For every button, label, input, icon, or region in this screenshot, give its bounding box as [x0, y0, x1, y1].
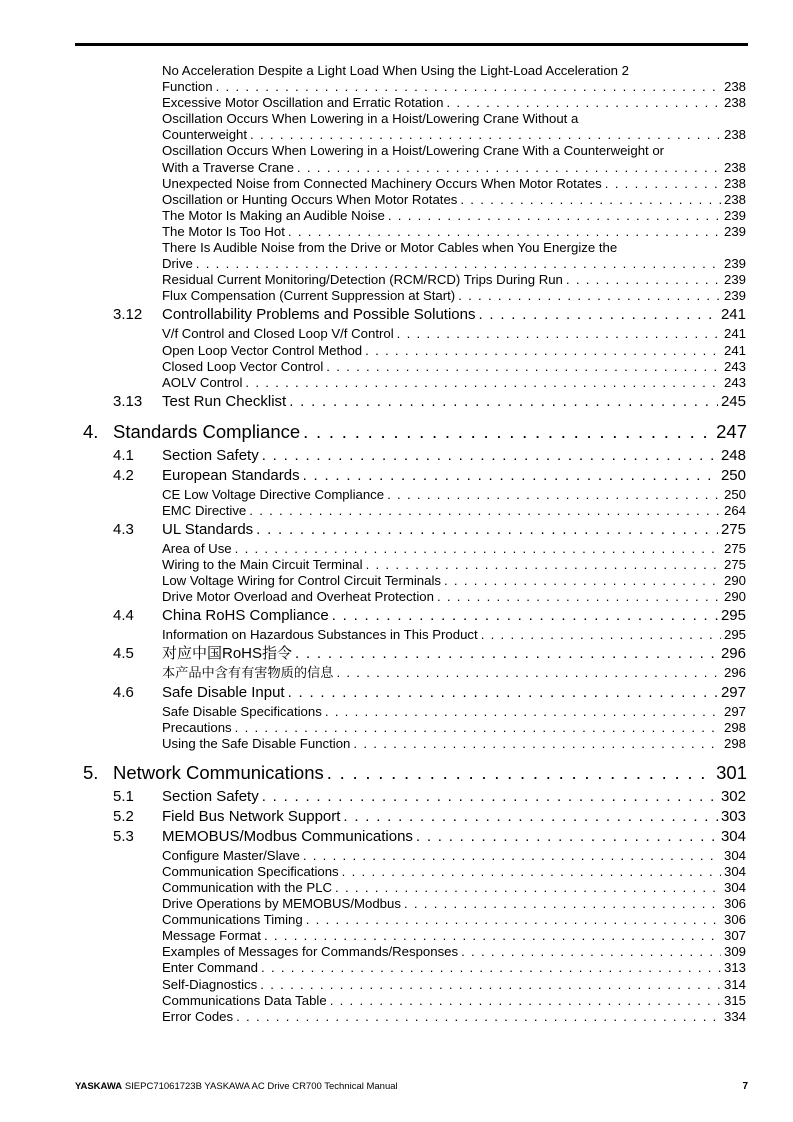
toc-subsection[interactable]	[162, 912, 746, 928]
toc-page-number: 238	[723, 127, 746, 143]
toc-title: Open Loop Vector Control Method	[162, 342, 363, 358]
footer-page-number: 7	[742, 1081, 748, 1092]
toc-page-number: 238	[723, 95, 746, 111]
toc-title: Examples of Messages for Commands/Responses	[162, 944, 459, 960]
dot-leader	[196, 256, 721, 272]
dot-leader	[264, 928, 721, 944]
toc-page-number: 241	[723, 326, 746, 342]
toc-page-number: 275	[720, 520, 746, 538]
toc-page-number: 250	[723, 486, 746, 502]
toc-title: Safe Disable Input	[162, 683, 285, 701]
toc-title-continuation: Function	[162, 79, 213, 95]
toc-title: Precautions	[162, 719, 232, 735]
toc-subsection[interactable]	[162, 557, 746, 573]
dot-leader	[446, 95, 721, 111]
dot-leader	[297, 160, 721, 176]
dot-leader	[249, 503, 721, 519]
dot-leader	[437, 589, 721, 605]
toc-title: Drive Motor Overload and Overheat Protection	[162, 589, 434, 605]
toc-subsection[interactable]	[162, 343, 746, 359]
toc-page-number: 275	[723, 557, 746, 573]
toc-page-number: 313	[723, 960, 746, 976]
toc-page-number: 290	[723, 589, 746, 605]
toc-number: 5.3	[113, 827, 134, 845]
toc-number: 4.6	[113, 683, 134, 701]
toc-title: V/f Control and Closed Loop V/f Control	[162, 326, 394, 342]
toc-title: CE Low Voltage Directive Compliance	[162, 486, 385, 502]
dot-leader	[335, 880, 721, 896]
toc-title: Configure Master/Slave	[162, 847, 300, 863]
toc-title: No Acceleration Despite a Light Load When Using the Light-Load Acceleration 2	[162, 63, 629, 78]
toc-title: Test Run Checklist	[162, 392, 287, 410]
dot-leader	[366, 557, 721, 573]
dot-leader	[605, 176, 721, 192]
toc-title: Closed Loop Vector Control	[162, 358, 324, 374]
toc-title: The Motor Is Too Hot	[162, 223, 285, 239]
toc-title-continuation: With a Traverse Crane	[162, 159, 294, 175]
toc-page-number: 298	[723, 735, 746, 751]
toc-page-number: 307	[723, 928, 746, 944]
dot-leader	[332, 607, 718, 625]
toc-title: Standards Compliance	[113, 420, 301, 442]
dot-leader	[479, 306, 718, 324]
toc-title: Controllability Problems and Possible Solutions	[162, 306, 476, 324]
dot-leader	[458, 288, 721, 304]
toc-page-number: 238	[723, 159, 746, 175]
toc-page-number: 297	[723, 703, 746, 719]
dot-leader	[288, 224, 721, 240]
toc-number: 4.5	[113, 645, 134, 663]
toc-page-number: 309	[723, 944, 746, 960]
toc-subsection[interactable]	[162, 896, 746, 912]
toc-number: 4.	[83, 420, 99, 442]
toc-title: Area of Use	[162, 540, 232, 556]
toc-subsection[interactable]	[162, 880, 746, 896]
toc-subsection[interactable]	[162, 589, 746, 605]
toc-page-number: 304	[723, 880, 746, 895]
toc-section[interactable]	[0, 447, 793, 465]
dot-leader	[444, 573, 721, 589]
dot-leader	[260, 977, 721, 993]
dot-leader	[353, 736, 721, 752]
dot-leader	[261, 960, 721, 976]
toc-title: There Is Audible Noise from the Drive or Motor Cables when You Energize the	[162, 240, 618, 256]
toc-chapter[interactable]	[0, 421, 793, 443]
dot-leader	[326, 359, 721, 375]
dot-leader	[236, 1009, 721, 1025]
toc-title: UL Standards	[162, 520, 254, 538]
toc-title: Low Voltage Wiring for Control Circuit Terminals	[162, 573, 441, 589]
page-footer	[75, 1081, 748, 1092]
dot-leader	[566, 272, 721, 288]
toc-title: Error Codes	[162, 1008, 234, 1024]
toc-subsection[interactable]	[162, 192, 746, 208]
toc-page-number: 296	[723, 665, 746, 681]
toc-page-number: 298	[723, 719, 746, 735]
dot-leader	[416, 828, 718, 846]
footer-brand: YASKAWA	[75, 1081, 123, 1092]
toc-section[interactable]	[0, 521, 793, 539]
toc-page-number: 238	[723, 175, 746, 191]
dot-leader	[256, 521, 718, 539]
toc-subsection[interactable]	[162, 111, 746, 143]
toc-title: China RoHS Compliance	[162, 607, 329, 625]
toc-section[interactable]	[0, 684, 793, 702]
toc-title: Information on Hazardous Substances in This Product	[162, 627, 478, 643]
dot-leader	[235, 720, 721, 736]
toc-page-number: 245	[720, 392, 746, 410]
toc-page-number: 238	[723, 79, 746, 95]
toc-title: Communications Timing	[162, 912, 303, 928]
toc-page-number: 250	[720, 466, 746, 484]
toc-title: Communication Specifications	[162, 863, 339, 879]
toc-title: Safe Disable Specifications	[162, 703, 322, 719]
toc-page-number: 239	[723, 272, 746, 288]
toc-subsection[interactable]	[162, 977, 746, 993]
toc-subsection[interactable]	[162, 720, 746, 736]
toc-page-number: 304	[723, 863, 746, 879]
header-rule	[75, 43, 748, 46]
toc-number: 4.3	[113, 520, 134, 538]
dot-leader	[289, 393, 718, 411]
toc-page-number: 241	[723, 342, 746, 358]
toc-title: Self-Diagnostics	[162, 976, 258, 992]
toc-subsection[interactable]	[162, 176, 746, 192]
toc-title: Using the Safe Disable Function	[162, 735, 351, 751]
toc-page-number: 243	[723, 374, 746, 390]
toc-title: EMC Directive	[162, 502, 247, 518]
dot-leader	[303, 421, 713, 443]
toc-page-number: 239	[723, 256, 746, 272]
toc-number: 5.	[83, 761, 99, 783]
toc-title: Oscillation Occurs When Lowering in a Hoist/Lowering Crane With a Counterweight or	[162, 143, 665, 159]
dot-leader	[365, 343, 721, 359]
toc-page-number: 239	[723, 207, 746, 223]
toc-page-number: 290	[723, 573, 746, 589]
toc-title: AOLV Control	[162, 374, 243, 390]
toc-page-number: 304	[723, 847, 746, 863]
toc-title: Excessive Motor Oscillation and Erratic Rotation	[162, 95, 444, 111]
dot-leader	[262, 788, 718, 806]
footer-text: SIEPC71061723B YASKAWA AC Drive CR700 Technical Manual	[124, 1081, 398, 1092]
toc-page-number: 297	[720, 683, 746, 701]
toc-chapter[interactable]	[0, 762, 793, 784]
toc-page-number: 238	[723, 191, 746, 207]
toc-page-number: 304	[720, 827, 746, 845]
dot-leader	[235, 541, 721, 557]
toc-page-number: 315	[723, 992, 746, 1008]
toc-section[interactable]	[0, 393, 793, 411]
toc-number: 5.2	[113, 807, 134, 825]
dot-leader	[343, 808, 718, 826]
toc-title: Field Bus Network Support	[162, 807, 341, 825]
dot-leader	[387, 487, 721, 503]
toc-subsection[interactable]	[162, 503, 746, 519]
toc-subsection[interactable]	[162, 375, 746, 391]
table-of-contents	[0, 63, 793, 1025]
toc-section[interactable]	[0, 467, 793, 485]
toc-page-number: 306	[723, 912, 746, 928]
toc-page-number: 248	[720, 446, 746, 464]
toc-subsection[interactable]	[162, 573, 746, 589]
toc-section[interactable]	[0, 788, 793, 806]
toc-subsection[interactable]	[162, 326, 746, 342]
dot-leader	[397, 326, 721, 342]
toc-page-number: 334	[723, 1008, 746, 1024]
toc-subsection[interactable]	[162, 541, 746, 557]
dot-leader	[460, 192, 721, 208]
toc-title: Communication with the PLC	[162, 880, 333, 895]
dot-leader	[342, 864, 721, 880]
dot-leader	[303, 467, 718, 485]
toc-page-number: 243	[723, 358, 746, 374]
dot-leader	[250, 127, 721, 143]
toc-subsection[interactable]	[162, 359, 746, 375]
dot-leader	[388, 208, 721, 224]
dot-leader	[336, 665, 721, 681]
toc-subsection[interactable]	[162, 272, 746, 288]
toc-subsection[interactable]	[162, 63, 746, 95]
toc-title: MEMOBUS/Modbus Communications	[162, 827, 413, 845]
toc-page-number: 275	[723, 540, 746, 556]
toc-subsection[interactable]	[162, 95, 746, 111]
toc-number: 4.4	[113, 607, 134, 625]
toc-title: Network Communications	[113, 761, 324, 783]
toc-page-number: 302	[720, 787, 746, 805]
toc-number: 5.1	[113, 787, 134, 805]
dot-leader	[295, 645, 718, 663]
dot-leader	[404, 896, 721, 912]
toc-subsection[interactable]	[162, 288, 746, 304]
dot-leader	[327, 762, 713, 784]
toc-subsection[interactable]	[162, 928, 746, 944]
dot-leader	[216, 79, 721, 95]
toc-number: 4.1	[113, 446, 134, 464]
toc-title: The Motor Is Making an Audible Noise	[162, 207, 385, 223]
toc-page-number: 239	[723, 223, 746, 239]
toc-page-number: 241	[720, 306, 746, 324]
toc-subsection[interactable]	[162, 487, 746, 503]
dot-leader	[330, 993, 721, 1009]
toc-title: Drive Operations by MEMOBUS/Modbus	[162, 896, 401, 912]
toc-subsection[interactable]	[162, 143, 746, 175]
toc-number: 4.2	[113, 466, 134, 484]
toc-subsection[interactable]	[162, 704, 746, 720]
toc-subsection[interactable]	[162, 944, 746, 960]
toc-subsection[interactable]	[162, 960, 746, 976]
toc-title: Oscillation or Hunting Occurs When Motor Rotates	[162, 191, 458, 207]
dot-leader	[262, 447, 718, 465]
toc-title: Flux Compensation (Current Suppression at Start)	[162, 288, 456, 304]
toc-subsection[interactable]	[162, 224, 746, 240]
toc-subsection[interactable]	[162, 665, 746, 681]
toc-subsection[interactable]	[162, 864, 746, 880]
toc-title: Communications Data Table	[162, 992, 327, 1008]
toc-section[interactable]	[0, 645, 793, 663]
toc-number: 3.13	[113, 392, 143, 410]
toc-section[interactable]	[0, 607, 793, 625]
toc-page-number: 295	[720, 607, 746, 625]
toc-page-number: 301	[716, 761, 747, 783]
toc-subsection[interactable]	[162, 1009, 746, 1025]
toc-page-number: 247	[716, 420, 747, 442]
toc-subsection[interactable]	[162, 993, 746, 1009]
dot-leader	[461, 944, 721, 960]
toc-title: Oscillation Occurs When Lowering in a Hoist/Lowering Crane Without a	[162, 111, 579, 127]
toc-subsection[interactable]	[162, 848, 746, 864]
toc-subsection[interactable]	[162, 208, 746, 224]
dot-leader	[303, 848, 721, 864]
toc-number: 3.12	[113, 306, 143, 324]
toc-subsection[interactable]	[162, 736, 746, 752]
dot-leader	[245, 375, 721, 391]
toc-title: Section Safety	[162, 446, 259, 464]
toc-section[interactable]	[0, 808, 793, 826]
toc-page-number: 239	[723, 288, 746, 304]
toc-title: Wiring to the Main Circuit Terminal	[162, 557, 363, 573]
toc-title-continuation: Drive	[162, 256, 193, 272]
toc-title: European Standards	[162, 466, 300, 484]
toc-title: 对应中国RoHS指令	[162, 645, 293, 663]
dot-leader	[288, 684, 718, 702]
toc-page-number: 314	[723, 976, 746, 992]
toc-page-number: 264	[723, 502, 746, 518]
toc-page-number: 303	[720, 807, 746, 825]
dot-leader	[325, 704, 721, 720]
toc-subsection[interactable]	[162, 240, 746, 272]
dot-leader	[481, 627, 721, 643]
toc-page-number: 296	[720, 645, 746, 663]
toc-title: Enter Command	[162, 960, 259, 976]
toc-section[interactable]	[0, 306, 793, 324]
toc-title: 本产品中含有有害物质的信息	[162, 665, 334, 681]
toc-section[interactable]	[0, 828, 793, 846]
toc-subsection[interactable]	[162, 627, 746, 643]
toc-title-continuation: Counterweight	[162, 127, 248, 143]
toc-title: Unexpected Noise from Connected Machinery Occurs When Motor Rotates	[162, 175, 602, 191]
toc-page-number: 306	[723, 896, 746, 912]
dot-leader	[306, 912, 721, 928]
toc-title: Section Safety	[162, 787, 259, 805]
toc-title: Residual Current Monitoring/Detection (RCM/RCD) Trips During Run	[162, 272, 563, 288]
toc-page-number: 295	[723, 627, 746, 643]
toc-title: Message Format	[162, 928, 261, 944]
